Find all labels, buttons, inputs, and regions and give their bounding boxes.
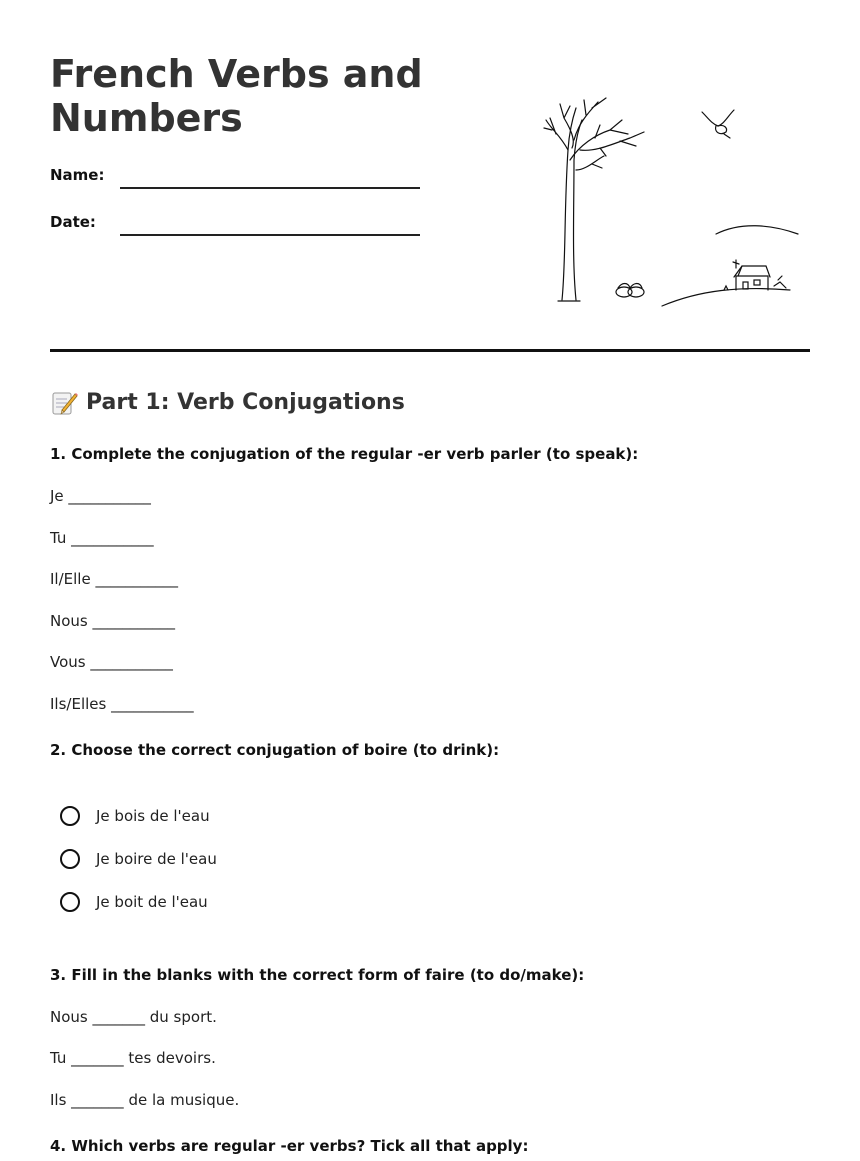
- question-1: 1. Complete the conjugation of the regular -er verb parler (to speak):: [50, 445, 639, 463]
- name-field[interactable]: [120, 187, 420, 189]
- distant-hill: [716, 226, 798, 234]
- question-4: 4. Which verbs are regular -er verbs? Tick all that apply:: [50, 1137, 529, 1155]
- option-je-boire[interactable]: [60, 849, 217, 869]
- header-divider: [50, 349, 810, 352]
- question-3: 3. Fill in the blanks with the correct form of faire (to do/make):: [50, 966, 585, 984]
- question-2: 2. Choose the correct conjugation of boire (to drink):: [50, 741, 500, 759]
- fill-line-tu[interactable]: Tu _______ tes devoirs.: [50, 1049, 216, 1067]
- tree-icon: [544, 98, 644, 301]
- option-label: Je boire de l'eau: [96, 850, 217, 868]
- radio-button[interactable]: [60, 849, 80, 869]
- basket-icon: [616, 284, 644, 298]
- hill-line: [662, 289, 790, 306]
- option-label: Je boit de l'eau: [96, 893, 208, 911]
- conjugation-line-vous[interactable]: Vous ___________: [50, 653, 173, 671]
- name-label: Name:: [50, 166, 105, 184]
- option-je-boit[interactable]: [60, 892, 208, 912]
- part1-heading-text: Part 1: Verb Conjugations: [86, 389, 405, 415]
- conjugation-line-je[interactable]: Je ___________: [50, 487, 151, 505]
- option-label: Je bois de l'eau: [96, 807, 210, 825]
- radio-button[interactable]: [60, 892, 80, 912]
- bird-icon: [702, 110, 734, 138]
- fill-line-nous[interactable]: Nous _______ du sport.: [50, 1008, 217, 1026]
- option-je-bois[interactable]: [60, 806, 210, 826]
- part1-heading: [50, 388, 405, 416]
- date-field[interactable]: [120, 234, 420, 236]
- conjugation-line-tu[interactable]: Tu ___________: [50, 529, 154, 547]
- page-title: French Verbs and Numbers: [50, 52, 423, 140]
- fill-line-ils[interactable]: Ils _______ de la musique.: [50, 1091, 240, 1109]
- conjugation-line-il-elle[interactable]: Il/Elle ___________: [50, 570, 178, 588]
- conjugation-line-nous[interactable]: Nous ___________: [50, 612, 175, 630]
- radio-button[interactable]: [60, 806, 80, 826]
- date-label: Date:: [50, 213, 96, 231]
- memo-icon: [50, 388, 78, 416]
- landscape-illustration: [540, 90, 810, 315]
- conjugation-line-ils-elles[interactable]: Ils/Elles ___________: [50, 695, 194, 713]
- house-icon: [724, 260, 786, 290]
